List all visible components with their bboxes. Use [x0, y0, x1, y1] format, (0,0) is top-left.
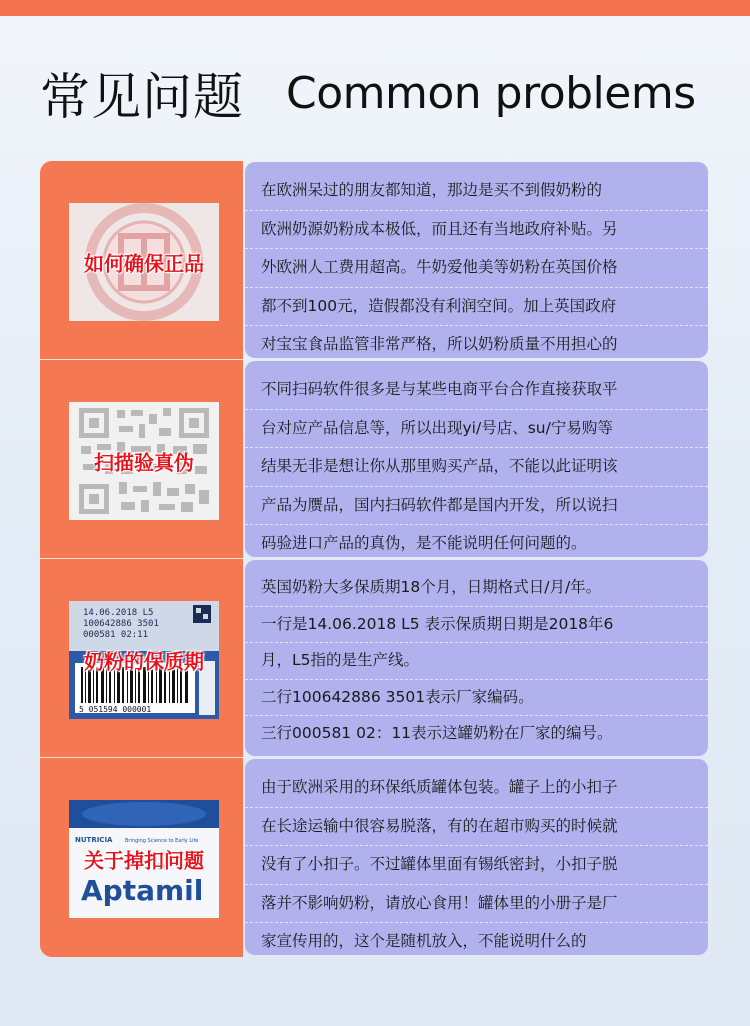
qr-code-image	[69, 402, 219, 520]
answer-line: 台对应产品信息等，所以出现yi/号店、su/宁易购等	[245, 410, 708, 449]
photo-serial-line: 000581 02:11	[83, 630, 149, 640]
faq-answer	[245, 361, 708, 557]
photo-barcode-number: 5 051594 000001	[79, 705, 152, 714]
answer-line: 不同扫码软件很多是与某些电商平台合作直接获取平	[245, 371, 708, 410]
faq-left-cell	[40, 161, 243, 360]
aptamil-can-image	[69, 800, 219, 918]
answer-line: 二行100642886 3501表示厂家编码。	[245, 680, 708, 717]
faq-answer	[245, 162, 708, 358]
faq-label: 如何确保正品	[84, 251, 204, 276]
faq-label: 扫描验真伪	[94, 450, 194, 475]
answer-line: 欧洲奶源奶粉成本极低，而且还有当地政府补贴。另	[245, 211, 708, 250]
faq-left-cell	[40, 559, 243, 758]
answer-line: 英国奶粉大多保质期18个月，日期格式日/月/年。	[245, 570, 708, 607]
faq-label: 关于掉扣问题	[84, 848, 204, 873]
faq-left-cell	[40, 758, 243, 957]
photo-slogan: Bringing Science to Early Life	[125, 838, 199, 844]
photo-code-line: 100642886 3501	[83, 619, 159, 629]
faq-row-authenticity	[40, 161, 708, 360]
seal-stamp-image	[69, 203, 219, 321]
answer-line: 对宝宝食品监管非常严格，所以奶粉质量不用担心的	[261, 335, 618, 353]
faq-answer	[245, 560, 708, 756]
answer-line: 在长途运输中很容易脱落，有的在超市购买的时候就	[245, 808, 708, 847]
answer-line: 都不到100元，造假都没有利润空间。加上英国政府	[245, 288, 708, 327]
answer-line: 一行是14.06.2018 L5 表示保质期日期是2018年6	[245, 607, 708, 644]
photo-maker: NUTRICIA	[75, 836, 113, 844]
expiry-label-image	[69, 601, 219, 719]
answer-line: 码验进口产品的真伪，是不能说明任何问题的。	[261, 534, 587, 552]
answer-line: 家宣传用的，这个是随机放入，不能说明什么的	[261, 932, 587, 950]
faq-row-scan-verify	[40, 360, 708, 559]
answer-line: 没有了小扣子。不过罐体里面有锡纸密封，小扣子脱	[245, 846, 708, 885]
answer-line: 结果无非是想让你从那里购买产品，不能以此证明该	[245, 448, 708, 487]
answer-line: 由于欧洲采用的环保纸质罐体包装。罐子上的小扣子	[245, 769, 708, 808]
photo-date-line: 14.06.2018 L5	[83, 608, 154, 618]
page-title-cn: 常见问题	[40, 68, 244, 126]
page-title-en: Common problems	[286, 67, 696, 119]
answer-line: 外欧洲人工费用超高。牛奶爱他美等奶粉在英国价格	[245, 249, 708, 288]
faq-left-cell	[40, 360, 243, 559]
answer-line: 月，L5指的是生产线。	[245, 643, 708, 680]
faq-label: 奶粉的保质期	[84, 649, 204, 674]
photo-brand: Aptamil	[81, 874, 204, 907]
faq-row-lost-buckle	[40, 758, 708, 957]
answer-line: 产品为赝品，国内扫码软件都是国内开发，所以说扫	[245, 487, 708, 526]
faq-row-shelf-life	[40, 559, 708, 758]
page-header	[40, 58, 730, 128]
top-accent-bar	[0, 0, 750, 16]
answer-line: 在欧洲呆过的朋友都知道，那边是买不到假奶粉的	[245, 172, 708, 211]
answer-line: 落并不影响奶粉，请放心食用！罐体里的小册子是厂	[245, 885, 708, 924]
faq-answer	[245, 759, 708, 955]
answer-line: 三行000581 02：11表示这罐奶粉在厂家的编号。	[261, 724, 613, 742]
faq-table	[40, 161, 708, 957]
